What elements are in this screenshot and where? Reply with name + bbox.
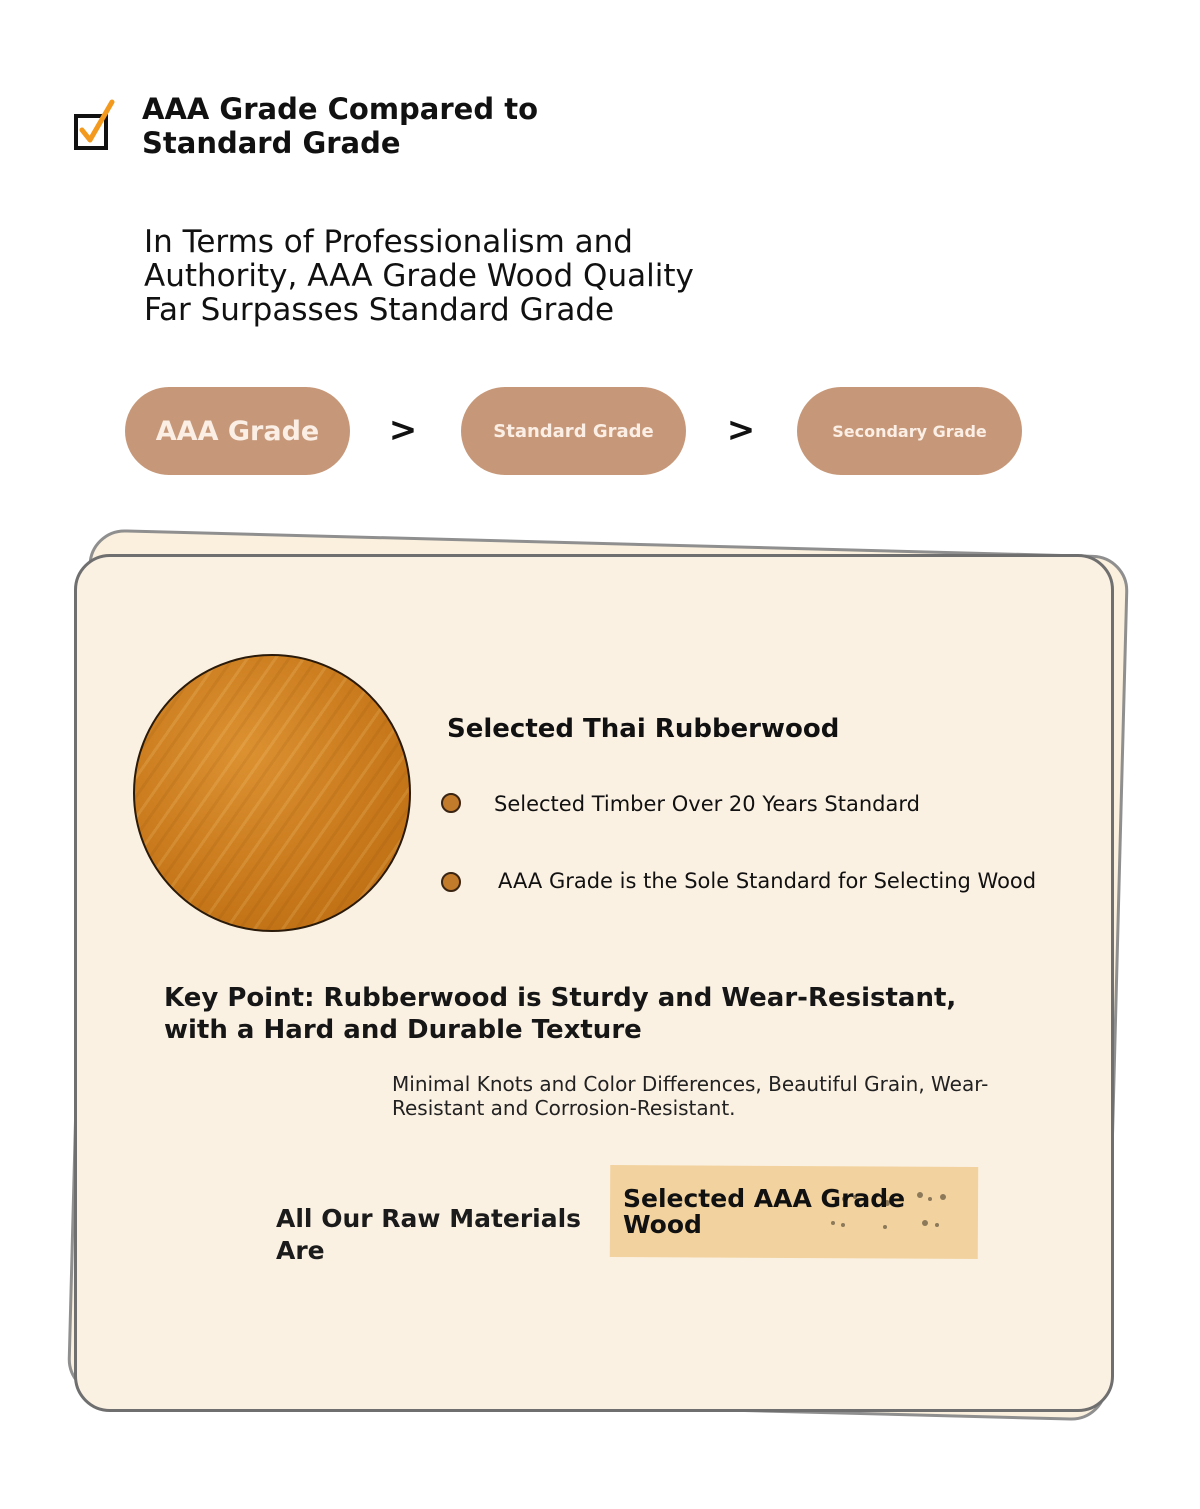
raw-materials-highlight: Selected AAA Grade Wood [623,1184,906,1239]
checkbox-check-icon [72,98,120,154]
bullet-item: Selected Timber Over 20 Years Standard [494,792,920,816]
wood-description: Minimal Knots and Color Differences, Beautiful Grain, Wear-Resistant and Corrosion-Resistant. [392,1072,989,1120]
card-heading: Selected Thai Rubberwood [447,714,840,744]
page-subtitle: In Terms of Professionalism and Authority, AAA Grade Wood Quality Far Surpasses Standard Grade [144,224,694,328]
grade-pill-secondary [797,387,1022,475]
grade-pill-label: Secondary Grade [832,421,987,441]
grade-pill-label: AAA Grade [155,415,320,447]
grade-pill-aaa [125,387,350,475]
bullet-item: AAA Grade is the Sole Standard for Selecting Wood [498,869,1037,893]
greater-than-separator: > [726,410,756,450]
rubberwood-sample-image [133,654,411,932]
bullet-dot-icon [441,793,461,813]
grade-pill-standard [461,387,686,475]
greater-than-separator: > [388,410,418,450]
page-title: AAA Grade Compared to Standard Grade [142,92,538,160]
grade-pill-label: Standard Grade [493,420,654,442]
bullet-dot-icon [441,872,461,892]
raw-materials-lead: All Our Raw Materials Are [276,1204,582,1265]
key-point-heading: Key Point: Rubberwood is Sturdy and Wear-Resistant, with a Hard and Durable Texture [164,983,957,1045]
